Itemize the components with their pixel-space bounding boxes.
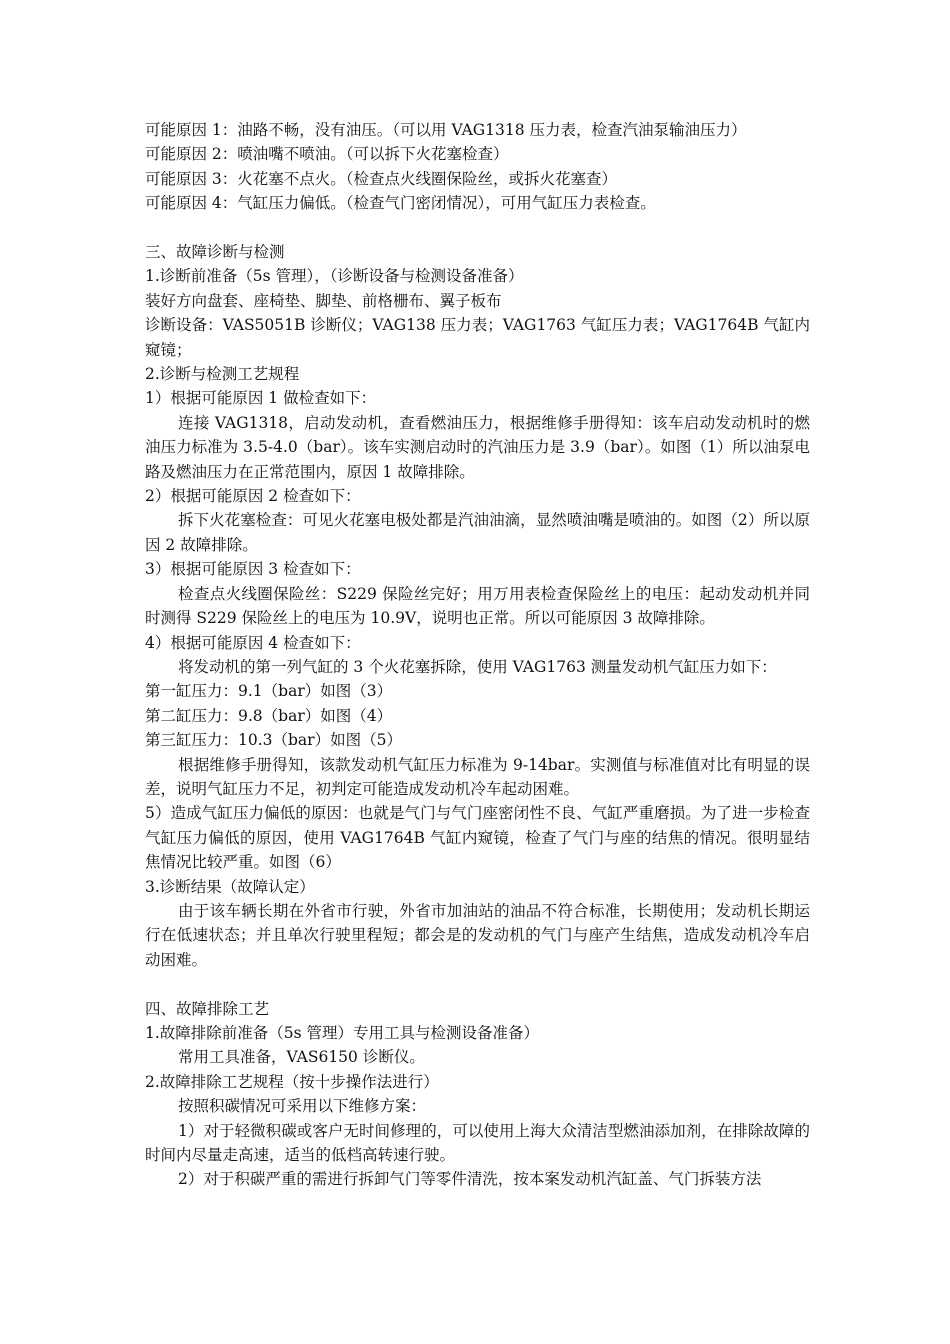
check-1-body: 连接 VAG1318，启动发动机，查看燃油压力，根据维修手册得知：该车启动发动机时的燃油压力标准为 3.5-4.0（bar）。该车实测启动时的汽油压力是 3.9（bar）。如图（1）所以油泵电路及燃油压力在正常范围内，原因 1 故障排除。 xyxy=(145,413,810,481)
cylinder-1-pressure: 第一缸压力：9.1（bar）如图（3） xyxy=(145,682,393,701)
cause-3: 可能原因 3：火花塞不点火。（检查点火线圈保险丝，或拆火花塞查） xyxy=(145,169,618,188)
check-4-title: 4）根据可能原因 4 检查如下： xyxy=(145,633,361,652)
section-4-heading: 四、故障排除工艺 xyxy=(145,999,270,1018)
repair-procedure-intro: 按照积碳情况可采用以下维修方案： xyxy=(178,1097,427,1116)
repair-plan-1: 1）对于轻微积碳或客户无时间修理的，可以使用上海大众清洁型燃油添加剂，在排除故障的时间内尽量走高速，适当的低档高转速行驶。 xyxy=(145,1121,810,1165)
check-1-title: 1）根据可能原因 1 做检查如下： xyxy=(145,389,377,408)
repair-prep-body: 常用工具准备，VAS6150 诊断仪。 xyxy=(178,1048,425,1067)
repair-plan-2: 2）对于积碳严重的需进行拆卸气门等零件清洗，按本案发动机汽缸盖、气门拆装方法 xyxy=(178,1170,762,1189)
procedure-title: 2.诊断与检测工艺规程 xyxy=(145,365,300,384)
diagnosis-result-title: 3.诊断结果（故障认定） xyxy=(145,877,315,896)
section-3-heading: 三、故障诊断与检测 xyxy=(145,243,285,262)
check-5: 5）造成气缸压力偏低的原因：也就是气门与气门座密闭性不良、气缸严重磨损。为了进一步检查气缸压力偏低的原因，使用 VAG1764B 气缸内窥镜，检查了气门与座的结焦的情况。很明显结焦情况比较严重。如图（6） xyxy=(145,804,810,872)
check-3-title: 3）根据可能原因 3 检查如下： xyxy=(145,560,361,579)
diagnosis-prep-title: 1.诊断前准备（5s 管理），（诊断设备与检测设备准备） xyxy=(145,267,524,286)
cause-1: 可能原因 1：油路不畅，没有油压。（可以用 VAG1318 压力表，检查汽油泵输油压力） xyxy=(145,121,747,139)
repair-procedure-title: 2.故障排除工艺规程（按十步操作法进行） xyxy=(145,1072,439,1091)
check-3-body: 检查点火线圈保险丝：S229 保险丝完好；用万用表检查保险丝上的电压：起动发动机并同时测得 S229 保险丝上的电压为 10.9V，说明也正常。所以可能原因 3 故障排除。 xyxy=(145,584,810,628)
spacer xyxy=(145,972,810,996)
diagnosis-prep-items: 装好方向盘套、座椅垫、脚垫、前格栅布、翼子板布 xyxy=(145,291,502,310)
check-2-title: 2）根据可能原因 2 检查如下： xyxy=(145,487,361,506)
repair-prep-title: 1.故障排除前准备（5s 管理）专用工具与检测设备准备） xyxy=(145,1024,540,1042)
diagnosis-result-body: 由于该车辆长期在外省市行驶，外省市加油站的油品不符合标准，长期使用；发动机长期运行在低速状态；并且单次行驶里程短；都会是的发动机的气门与座产生结焦，造成发动机冷车启动困难。 xyxy=(145,901,810,969)
cylinder-3-pressure: 第三缸压力：10.3（bar）如图（5） xyxy=(145,731,402,750)
cause-4: 可能原因 4：气缸压力偏低。（检查气门密闭情况），可用气缸压力表检查。 xyxy=(145,194,656,213)
diagnosis-equipment: 诊断设备：VAS5051B 诊断仪；VAG138 压力表；VAG1763 气缸压力表；VAG1764B 气缸内窥镜； xyxy=(145,316,810,359)
document-page xyxy=(145,118,810,1192)
check-4-conclusion: 根据维修手册得知，该款发动机气缸压力标准为 9-14bar。实测值与标准值对比有明显的误差，说明气缸压力不足，初判定可能造成发动机冷车起动困难。 xyxy=(145,755,810,798)
cause-2: 可能原因 2：喷油嘴不喷油。（可以拆下火花塞检查） xyxy=(145,145,509,164)
check-2-body: 拆下火花塞检查：可见火花塞电极处都是汽油油滴，显然喷油嘴是喷油的。如图（2）所以原因 2 故障排除。 xyxy=(145,511,810,554)
spacer xyxy=(145,216,810,240)
cylinder-2-pressure: 第二缸压力：9.8（bar）如图（4） xyxy=(145,706,393,725)
check-4-intro: 将发动机的第一列气缸的 3 个火花塞拆除，使用 VAG1763 测量发动机气缸压力如下： xyxy=(178,657,777,676)
